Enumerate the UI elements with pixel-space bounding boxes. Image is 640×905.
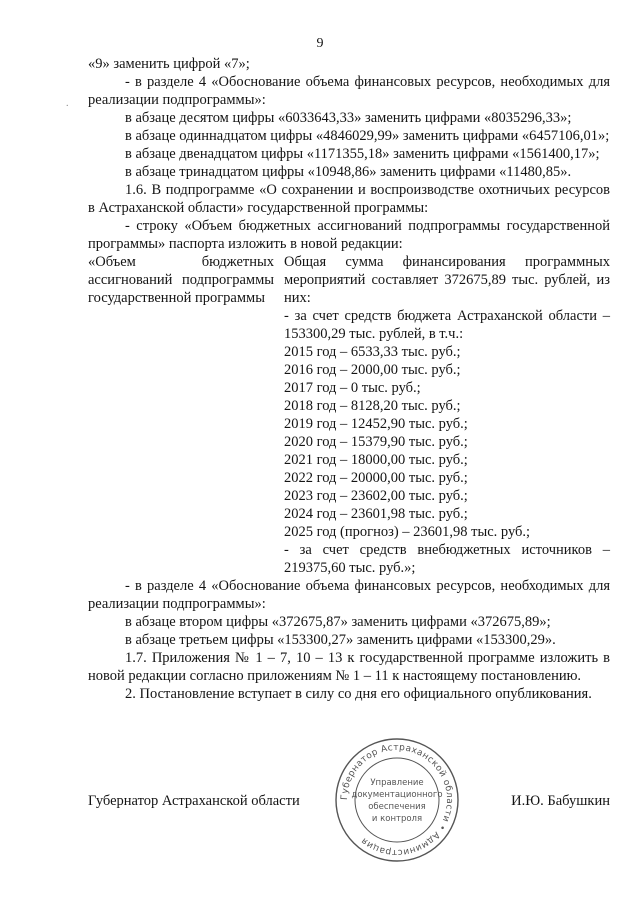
svg-text:Губернатор Астраханской област [340, 743, 454, 857]
paragraph: - строку «Объем бюджетных ассигнований подпрограммы государственной программы» паспорта изложить в новой редакции: [88, 218, 610, 252]
page-number: 9 [316, 36, 324, 51]
paragraph: в абзаце втором цифры «372675,87» заменить цифрами «372675,89»; [125, 614, 551, 630]
funding-year-row: 2021 год – 18000,00 тыс. руб.; [284, 452, 468, 468]
paragraph: в абзаце одиннадцатом цифры «4846029,99» заменить цифрами «6457106,01»; [125, 128, 610, 144]
funding-year-row: 2016 год – 2000,00 тыс. руб.; [284, 362, 461, 378]
stamp-center-line: Управление [370, 778, 424, 788]
funding-regional-budget: - за счет средств бюджета Астраханской области – 153300,29 тыс. рублей, в т.ч.: [284, 308, 610, 342]
paragraph: в абзаце двенадцатом цифры «1171355,18» заменить цифрами «1561400,17»; [125, 146, 600, 162]
paragraph: «9» заменить цифрой «7»; [88, 56, 250, 72]
margin-mark: . [66, 98, 69, 109]
stamp-center-line: обеспечения [368, 802, 426, 812]
funding-year-row: 2020 год – 15379,90 тыс. руб.; [284, 434, 468, 450]
funding-year-row: 2023 год – 23602,00 тыс. руб.; [284, 488, 468, 504]
paragraph: 1.7. Приложения № 1 – 7, 10 – 13 к государственной программе изложить в новой редакции согласно приложениям № 1 – 11 к настоящему постановлению. [88, 650, 610, 684]
document-body [88, 55, 610, 703]
paragraph: в абзаце десятом цифры «6033643,33» заменить цифрами «8035296,33»; [125, 110, 572, 126]
passport-table-value-cell [284, 253, 610, 577]
paragraph: 2. Постановление вступает в силу со дня его официального опубликования. [125, 686, 592, 702]
paragraph: - в разделе 4 «Обоснование объема финансовых ресурсов, необходимых для реализации подпрограммы»: [88, 578, 610, 612]
funding-year-row: 2025 год (прогноз) – 23601,98 тыс. руб.; [284, 524, 531, 540]
passport-table-label-cell [88, 253, 284, 577]
passport-table [88, 253, 610, 577]
signatory-position: Губернатор Астраханской области [88, 793, 300, 809]
official-stamp [334, 737, 460, 863]
funding-year-row: 2019 год – 12452,90 тыс. руб.; [284, 416, 468, 432]
funding-year-row: 2018 год – 8128,20 тыс. руб.; [284, 398, 461, 414]
paragraph: 1.6. В подпрограмме «О сохранении и воспроизводстве охотничьих ресурсов в Астраханской области» государственной программы: [88, 182, 610, 216]
funding-total: Общая сумма финансирования программных мероприятий составляет 372675,89 тыс. рублей, из них: [284, 254, 610, 306]
stamp-ring-text: Губернатор Астраханской области • Администрация [339, 742, 455, 858]
paragraph: в абзаце третьем цифры «153300,27» заменить цифрами «153300,29». [125, 632, 556, 648]
funding-extrabudgetary: - за счет средств внебюджетных источников – 219375,60 тыс. руб.»; [284, 542, 610, 576]
passport-table-label: «Объем бюджетных ассигнований подпрограммы государственной программы [88, 254, 274, 306]
stamp-center-line: и контроля [371, 814, 423, 824]
paragraph: - в разделе 4 «Обоснование объема финансовых ресурсов, необходимых для реализации подпрограммы»: [88, 74, 610, 108]
paragraph: в абзаце тринадцатом цифры «10948,86» заменить цифрами «11480,85». [125, 164, 572, 180]
stamp-center-line: документационного [351, 790, 443, 800]
signatory-name: И.Ю. Бабушкин [511, 793, 610, 809]
funding-year-row: 2024 год – 23601,98 тыс. руб.; [284, 506, 468, 522]
funding-year-row: 2015 год – 6533,33 тыс. руб.; [284, 344, 461, 360]
funding-year-row: 2022 год – 20000,00 тыс. руб.; [284, 470, 468, 486]
funding-year-row: 2017 год – 0 тыс. руб.; [284, 380, 421, 396]
